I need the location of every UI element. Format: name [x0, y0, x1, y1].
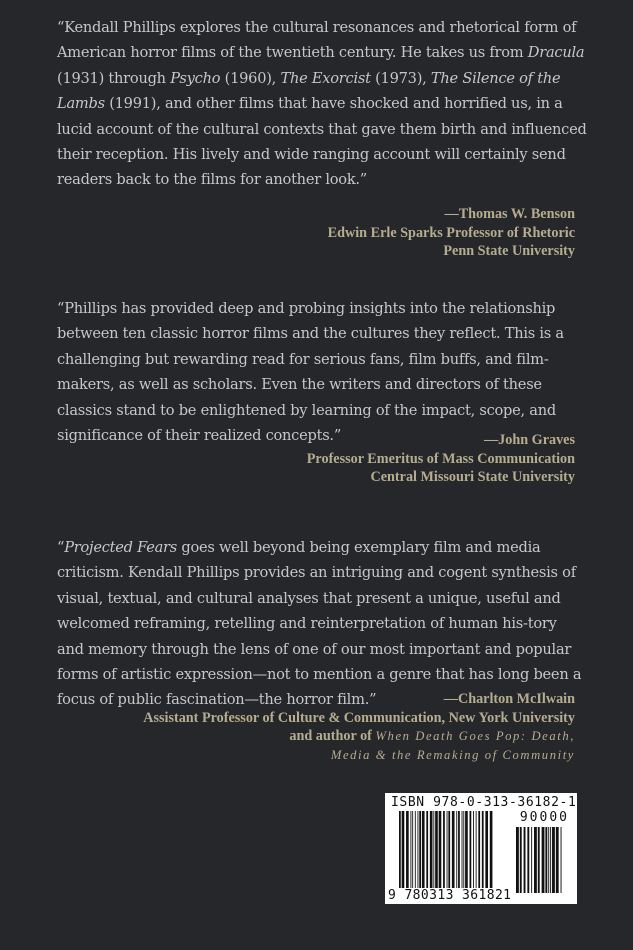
barcode-bar: [456, 811, 457, 895]
barcode-bar: [406, 811, 409, 895]
book-title-line-1: When Death Goes Pop: Death,: [375, 729, 575, 744]
book-title-line-2: Media & the Remaking of Community: [330, 747, 575, 762]
barcode-bar: [482, 811, 484, 895]
barcode-bar: [426, 811, 428, 895]
blurb-attribution-2: [307, 431, 575, 487]
barcode-bar: [435, 811, 438, 895]
quote-text: (1991), and other films that have shocked and horrified us, in a lucid account of the cultural contexts that gave them birth and influenced their reception. His lively and wide ranging account will certainly send readers back to the films for another look.”: [57, 95, 587, 189]
barcode-bar: [399, 811, 401, 895]
attribution-title: Edwin Erle Sparks Professor of Rhetoric: [327, 224, 575, 241]
attribution-affiliation: Central Missouri State University: [370, 469, 575, 486]
barcode-bar: [470, 811, 472, 895]
quote-text: (1931) through: [57, 69, 171, 87]
barcode-bar: [552, 827, 555, 893]
barcode-bar: [527, 827, 529, 893]
quote-text: “Kendall Phillips explores the cultural resonances and rhetorical form of American horror films of the twentieth century. He takes us from: [57, 19, 577, 62]
barcode-bar: [415, 811, 416, 895]
barcode-bar: [538, 827, 540, 893]
barcode-bar: [561, 827, 562, 893]
blurb-attribution-3: [143, 690, 575, 764]
barcode-bar: [463, 811, 464, 895]
barcode-bar: [448, 811, 450, 895]
barcode-bar: [447, 811, 448, 895]
barcode-bar: [556, 827, 559, 893]
quote-text: (1973),: [370, 69, 431, 87]
barcode-bar: [520, 827, 522, 893]
barcode-bar: [458, 811, 460, 895]
barcode-bar: [542, 827, 545, 893]
barcode-bar: [534, 827, 537, 893]
attribution-name: —Charlton McIlwain: [443, 691, 575, 707]
quote-text: “Phillips has provided deep and probing insights into the relationship between ten classic horror films and the cultures they reflect. This is a challenging but rewarding read for serious fans, film buffs, and film-makers, as well as scholars. Even the writers and directors of these classics stand to be enlightened by learning of the impact, scope, and significance of their realized concepts.”: [57, 300, 564, 445]
barcode-bar: [439, 811, 442, 895]
attribution-affiliation: Penn State University: [443, 243, 575, 260]
barcode-bar: [550, 827, 551, 893]
barcode-bar: [478, 811, 480, 895]
barcode-bar: [531, 827, 532, 893]
barcode-bar: [524, 827, 526, 893]
attribution-title: Assistant Professor of Culture & Communication, New York University: [143, 709, 575, 726]
barcode-icon: [399, 811, 503, 895]
italic-title: Psycho: [170, 69, 221, 87]
attribution-title: Professor Emeritus of Mass Communication: [306, 450, 575, 467]
blurb-quote-1: [57, 15, 587, 193]
barcode-bar: [473, 811, 474, 895]
quote-text: (1960),: [220, 69, 281, 87]
barcode-bar: [412, 811, 413, 895]
barcode-bar: [419, 811, 421, 895]
barcode-bar: [402, 811, 405, 895]
barcode-bar: [465, 811, 468, 895]
barcode-bar: [418, 811, 419, 895]
isbn-label: ISBN 978-0-313-36182-1: [391, 795, 577, 810]
barcode-bar: [490, 811, 493, 895]
isbn-barcode: [385, 793, 577, 904]
italic-title: Dracula: [527, 44, 585, 62]
barcode-bar: [548, 827, 549, 893]
barcode-bar: [476, 811, 477, 895]
attribution-name: —Thomas W. Benson: [444, 206, 575, 222]
italic-title: The Silence of the Lambs: [57, 69, 561, 113]
italic-title: Projected Fears: [64, 539, 177, 556]
addon-barcode-icon: [516, 827, 571, 893]
quote-text: “: [57, 539, 65, 556]
attribution-affiliation: [143, 727, 575, 746]
addon-digits: 90000: [519, 810, 569, 825]
barcode-bar: [422, 811, 425, 895]
blurb-quote-3: [57, 535, 587, 713]
barcode-bar: [433, 811, 434, 895]
barcode-bar: [516, 827, 519, 893]
ean-digits: 9 780313 361821: [388, 888, 512, 903]
affiliation-prefix: and author of: [289, 728, 376, 745]
barcode-bar: [462, 811, 463, 895]
barcode-bar: [443, 811, 445, 895]
barcode-bar: [452, 811, 455, 895]
attribution-name: —John Graves: [483, 432, 575, 448]
barcode-bar: [410, 811, 411, 895]
barcode-bar: [430, 811, 433, 895]
barcode-bar: [485, 811, 488, 895]
barcode-bar: [545, 827, 547, 893]
blurb-quote-2: [57, 296, 587, 448]
blurb-attribution-1: [328, 205, 575, 261]
italic-title: The Exorcist: [280, 69, 371, 87]
quote-text: goes well beyond being exemplary film and media criticism. Kendall Phillips provides an intriguing and cogent synthesis of visual, textual, and cultural analyses that present a unique, useful and welcomed reframing, retelling and reinterpretation of human his-tory and memory through the lens of one of our most important and popular forms of artistic expression—not to mention a genre that has long been a focus of public fascination—the horror film.”: [57, 539, 582, 709]
